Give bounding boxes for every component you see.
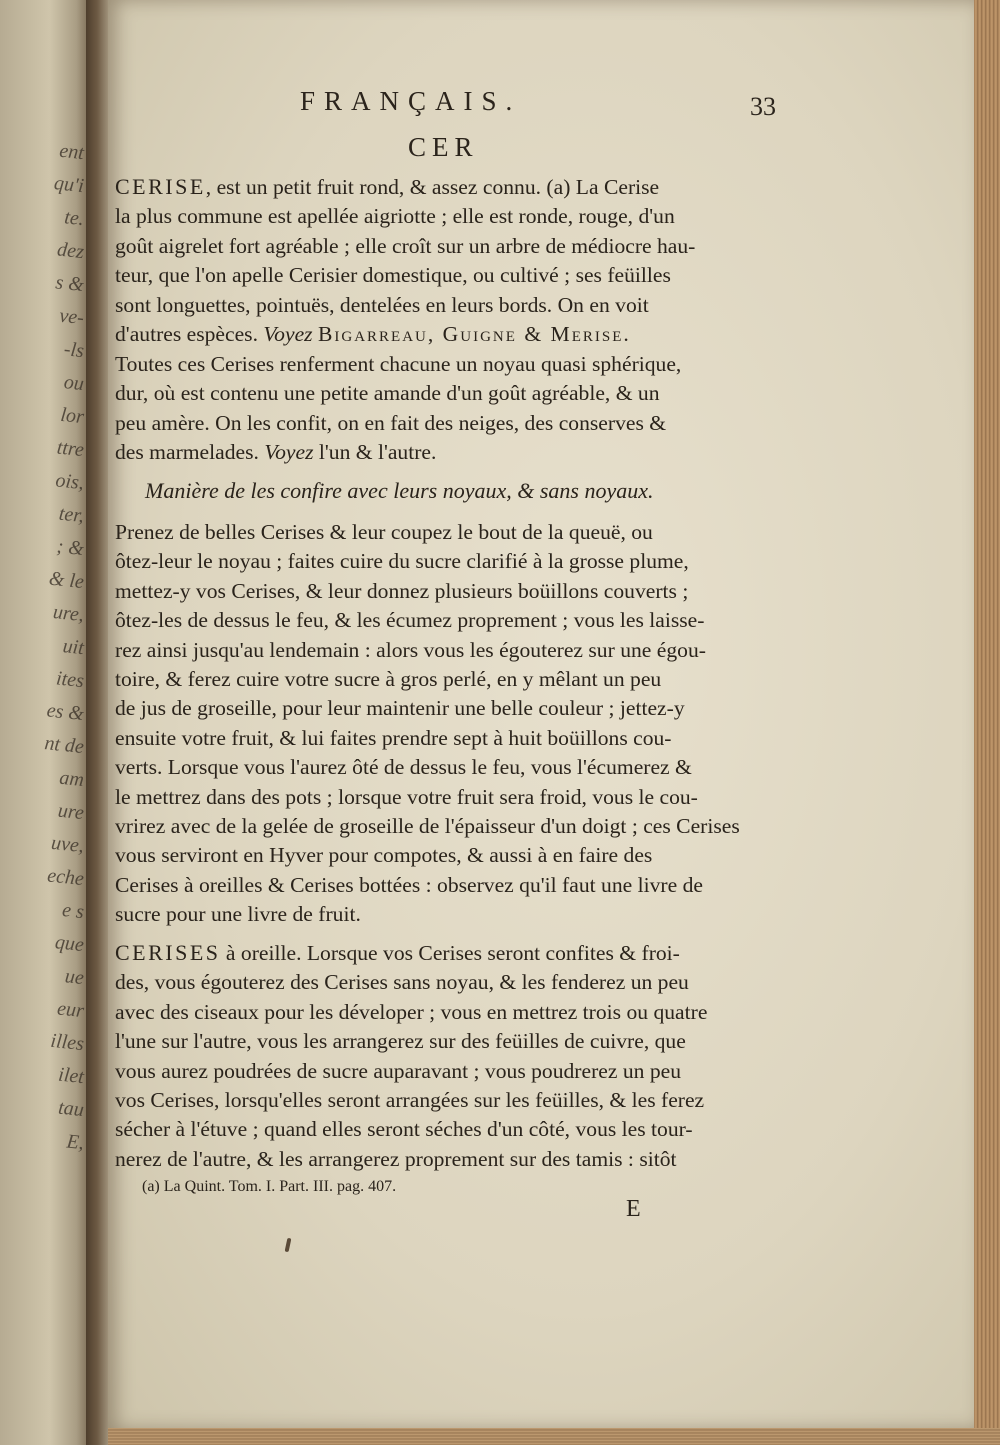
facing-page-fragment: tau xyxy=(57,1096,85,1122)
voyez: Voyez xyxy=(264,440,314,465)
facing-page-fragment: ; & xyxy=(55,535,85,561)
recipe-body: Prenez de belles Cerises & leur coupez le bout de la queuë, ou ôtez-leur le noyau ; faites cuire du sucre clarifié à la grosse plume, mettez-y vos Cerises, & leur donnez plusieurs boüillons couverts ; ôtez-les de dessus le feu, & les écumez proprement ; vous les laisse- rez ainsi jusqu'au lendemain : alors vous les égouterez sur une égou- toire, & ferez cuire votre sucre à gros perlé, en y mêlant un peu de jus de groseille, pour leur maintenir une belle couleur ; jettez-y ensuite votre fruit, & lui faites prendre sept à huit boüillons cou- verts. Lorsque vous l'aurez ôté de dessus le feu, vous l'écumerez & le mettrez dans des pots ; lorsque votre fruit sera froid, vous le cou- vrirez avec de la gelée de groseille de l'épaisseur d'un doigt ; ces Cerises vous serviront en Hyver pour compotes, & aussi à en faire des Cerises à oreilles & Cerises bottées : observez qu'il faut une livre de sucre pour une livre de fruit. xyxy=(115,520,740,927)
footnote: (a) La Quint. Tom. I. Part. III. pag. 407. xyxy=(142,1178,397,1195)
facing-page-fragment: ent xyxy=(58,139,85,165)
facing-page-fragment: ites xyxy=(55,667,85,693)
section-head: CER xyxy=(408,132,479,162)
page-bottom-edge xyxy=(108,1428,1000,1445)
facing-page-fragment: uit xyxy=(61,635,85,660)
facing-page-fragment: E, xyxy=(65,1130,85,1155)
facing-page xyxy=(0,0,90,1445)
facing-page-fragment: ttre xyxy=(55,436,85,462)
signature-mark: E xyxy=(626,1196,641,1222)
facing-page-fragment: ou xyxy=(62,371,85,396)
facing-page-fragment: illes xyxy=(49,1029,85,1056)
page-number: 33 xyxy=(750,92,776,121)
facing-page-fragment: qu'i xyxy=(53,172,85,198)
facing-page-fragment: dez xyxy=(56,238,85,264)
facing-page-fragment: uve, xyxy=(50,831,85,858)
facing-page-fragment: ois, xyxy=(54,469,85,495)
entry-cerises-oreille: CERISES à oreille. Lorsque vos Cerises seront confites & froi- des, vous égouterez des Cerises sans noyau, & les fenderez un peu avec des ciseaux pour les déveloper ; vous en mettrez trois ou quatre l'une sur l'autre, vous les arrangerez sur des feüilles de cuivre, que vous aurez poudrées de sucre auparavant ; vous poudrerez un peu vos Cerises, lorsqu'elles seront arrangées sur les feüilles, & les ferez sécher à l'étuve ; quand elles seront séches d'un côté, vous les tour- nerez de l'autre, & les arrangerez proprement sur des tamis : sitôt xyxy=(115,940,708,1171)
facing-page-fragment: ure xyxy=(56,799,85,825)
facing-page-fragment: am xyxy=(58,766,85,792)
facing-page-fragment: ue xyxy=(63,965,85,990)
facing-page-fragment: ilet xyxy=(57,1063,85,1089)
facing-page-fragment: ve- xyxy=(58,304,85,330)
paragraph-noyau: Toutes ces Cerises renferment chacune un noyau quasi sphérique, dur, où est contenu une petite amande d'un goût agréable, & un peu amère. On les confit, on en fait des neiges, des conserves & des marmelades. Voyez l'un & l'autre. xyxy=(115,352,682,465)
facing-page-fragment: nt de xyxy=(43,732,85,759)
voyez: Voyez xyxy=(263,322,313,347)
recipe-title: Manière de les confire avec leurs noyaux, & sans noyaux. xyxy=(145,478,654,503)
facing-page-fragment: te. xyxy=(63,206,85,231)
page-edge xyxy=(974,0,1000,1445)
facing-page-fragment: ter, xyxy=(57,502,85,528)
facing-page-fragment: -ls xyxy=(62,338,85,363)
running-head: FRANÇAIS. xyxy=(300,86,522,116)
facing-page-fragment: & le xyxy=(47,567,85,594)
cross-references: Bigarreau, Guigne & Merise. xyxy=(317,322,631,347)
headword: CERISE xyxy=(115,174,206,199)
facing-page-fragment: que xyxy=(53,931,85,957)
facing-page-fragment: eur xyxy=(56,997,85,1023)
headword: CERISES xyxy=(115,940,221,965)
facing-page-fragment: e s xyxy=(61,898,85,924)
facing-page-fragment: eche xyxy=(46,864,85,891)
facing-page-fragment: s & xyxy=(54,271,85,297)
page-header xyxy=(210,78,830,128)
facing-page-fragment: lor xyxy=(59,403,85,429)
entry-cerise: CERISE, est un petit fruit rond, & assez connu. (a) La Cerise la plus commune est apellée aigriotte ; elle est ronde, rouge, d'un goût aigrelet fort agréable ; elle croît sur un arbre de médiocre hau- teur, que l'on apelle Cerisier domestique, ou cultivé ; ses feüilles sont longuettes, pointuës, dentelées en leurs bords. On en voit d'autres espèces. Voyez Bigarreau, Guigne & Merise. xyxy=(115,174,696,347)
facing-page-fragment: ure, xyxy=(51,601,85,627)
facing-page-fragment: es & xyxy=(45,699,85,726)
